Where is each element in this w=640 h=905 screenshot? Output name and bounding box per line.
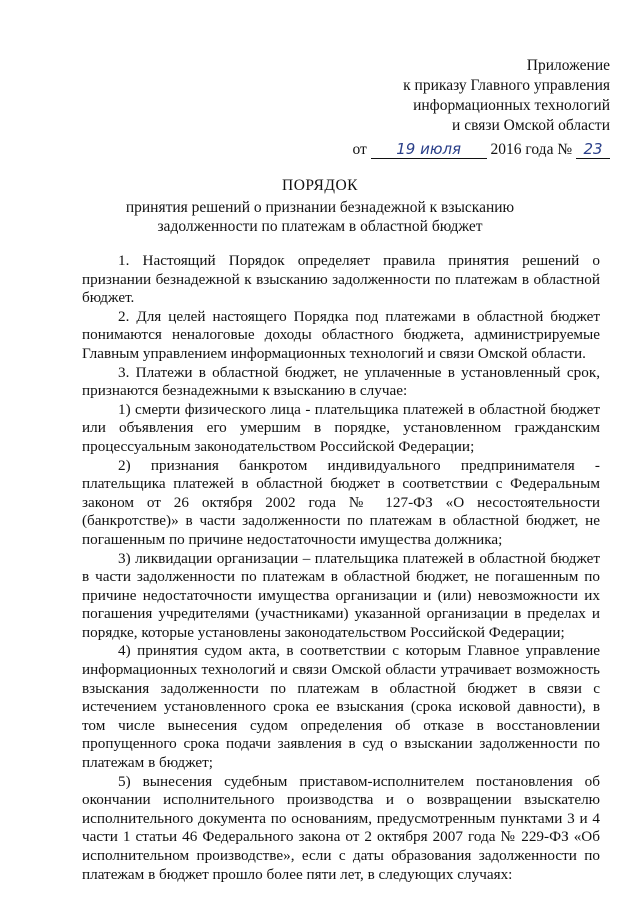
number-prefix: № — [557, 141, 573, 158]
title-subtitle-line-2: задолженности по платежам в областной бюджет — [157, 218, 483, 235]
paragraph-3-item-1: 1) смерти физического лица - плательщика платежей в областной бюджет или объявления его умершим в порядке, установленном гражданским процессуальным законодательством Российской Федерации; — [82, 400, 600, 455]
date-prefix: от — [352, 141, 367, 158]
appendix-label: Приложение — [526, 57, 610, 74]
title-main: ПОРЯДОК — [282, 177, 358, 194]
order-date-line — [352, 140, 610, 160]
paragraph-3-item-5: 5) вынесения судебным приставом-исполнителем постановления об окончании исполнительного производства и о возвращении взыскателю исполнительного документа по основаниям, предусмотренным пунктами 3 и 4 части 1 статьи 46 Федерального закона от 2 октября 2007 года № 229-ФЗ «Об исполнительном производстве», если с даты образования задолженности по платежам в бюджет прошло более пяти лет, в следующих случаях: — [82, 772, 600, 883]
document-title — [0, 176, 640, 236]
handwritten-order-number: 23 — [576, 140, 610, 159]
paragraph-3: 3. Платежи в областной бюджет, не уплаченные в установленный срок, признаются безнадежными к взысканию в случае: — [82, 363, 600, 400]
paragraph-3-item-3: 3) ликвидации организации – плательщика платежей в областной бюджет в части задолженности по платежам в областной бюджет, не погашенным по причине недостаточности имущества организации и (или) невозможности их погашения учредителями (участниками) указанной организации в пределах и порядке, которые установлены законодательством Российской Федерации; — [82, 549, 600, 641]
paragraph-2: 2. Для целей настоящего Порядка под платежами в областной бюджет понимаются неналоговые доходы областного бюджета, администрируемые Главным управлением информационных технологий и связи Омской области. — [82, 307, 600, 362]
paragraph-3-item-4: 4) принятия судом акта, в соответствии с которым Главное управление информационных технологий и связи Омской области утрачивает возможность взыскания задолженности по платежам в областной бюджет в связи с истечением установленного срока ее взыскания (срока исковой давности), в том числе вынесения судом определения об отказе в восстановлении пропущенного срока подачи заявления в суд о взыскании задолженности по платежам в бюджет; — [82, 642, 600, 772]
order-reference-line-2: информационных технологий — [413, 97, 610, 114]
order-reference-line-3: и связи Омской области — [452, 117, 610, 134]
title-subtitle-line-1: принятия решений о признании безнадежной к взысканию — [125, 199, 515, 216]
date-year: 2016 года — [490, 141, 554, 158]
order-reference-line-1: к приказу Главного управления — [403, 77, 610, 94]
paragraph-3-item-2: 2) признания банкротом индивидуального предпринимателя - плательщика платежей в областной бюджет в соответствии с Федеральным законом от 26 октября 2002 года № 127-ФЗ «О несостоятельности (банкротстве)» в части задолженности по платежам в областной бюджет, не погашенным по причине недостаточности имущества должника; — [82, 456, 600, 548]
handwritten-date: 19 июля — [371, 140, 487, 159]
paragraph-1: 1. Настоящий Порядок определяет правила принятия решений о признании безнадежной к взысканию задолженности по платежам в областной бюджет. — [82, 252, 600, 307]
document-body — [82, 252, 600, 884]
appendix-header — [352, 56, 610, 160]
